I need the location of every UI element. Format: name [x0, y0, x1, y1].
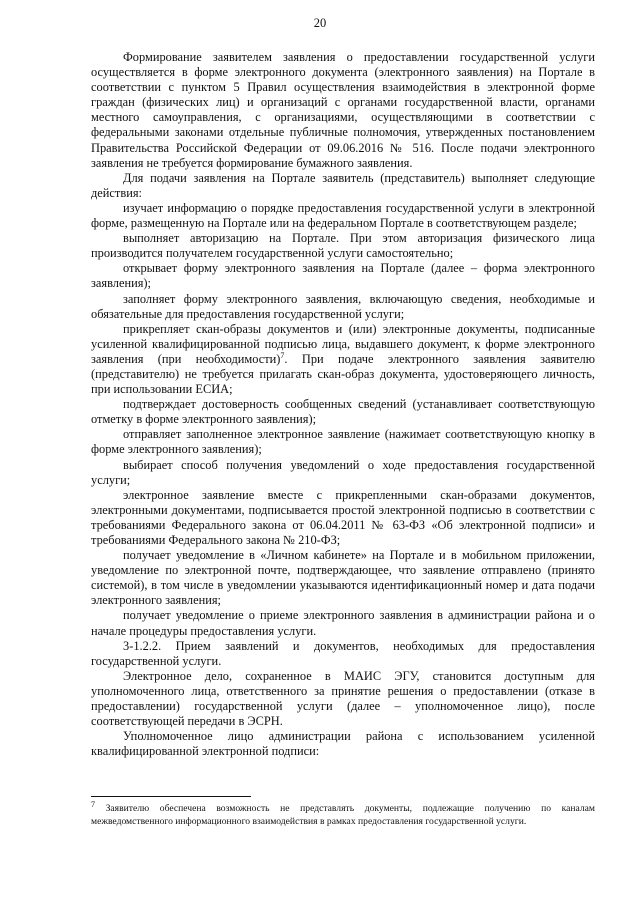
paragraph-send-application: отправляет заполненное электронное заявление (нажимает соответствующую кнопку в форме электронного заявления);	[91, 427, 595, 457]
paragraph-receive-notification: получает уведомление в «Личном кабинете» на Портале и в мобильном приложении, уведомление по электронной почте, подтверждающее, что заявление отправлено (принято системой), в том числе в уведомлении указываются идентификационный номер и дата подачи электронного заявления;	[91, 548, 595, 608]
attach-scans-text-continued: . При подаче электронного заявления заявителю (представителю) не требуется прилагать скан-образ документа, удостоверяющего личность, при использовании ЕСИА;	[91, 351, 595, 397]
paragraph-fill-form: заполняет форму электронного заявления, включающую сведения, необходимые и обязательные для предоставления государственной услуги;	[91, 291, 595, 321]
paragraph-electronic-signature: электронное заявление вместе с прикрепленными скан-образами документов, электронными документами, подписывается простой электронной подписью в соответствии с требованиями Федерального закона от 06.04.2011 № 63-ФЗ «Об электронной подписи» и требованиями Федерального закона № 210-ФЗ;	[91, 487, 595, 547]
page-number: 20	[313, 16, 327, 30]
paragraph-attach-scans	[91, 322, 595, 397]
paragraph-actions-intro: Для подачи заявления на Портале заявитель (представитель) выполняет следующие действия:	[91, 170, 595, 200]
paragraph-portal-submission: Формирование заявителем заявления о предоставлении государственной услуги осуществляется в форме электронного документа (электронного заявления) на Портале в соответствии с пунктом 5 Правил осуществления взаимодействия в электронной форме граждан (физических лиц) и организаций с органами государственной власти, органами местного самоуправления, с организациями, осуществляющими в соответствии с федеральными законами отдельные публичные полномочия, утвержденных постановлением Правительства Российской Федерации от 09.06.2016 № 516. После подачи электронного заявления не требуется формирование бумажного заявления.	[91, 50, 595, 170]
paragraph-confirm-accuracy: подтверждает достоверность сообщенных сведений (устанавливает соответствующую отметку в форме электронного заявления);	[91, 397, 595, 427]
paragraph-notification-method: выбирает способ получения уведомлений о ходе предоставления государственной услуги;	[91, 457, 595, 487]
paragraph-open-form: открывает форму электронного заявления на Портале (далее – форма электронного заявления);	[91, 261, 595, 291]
footnote-mark: 7	[91, 799, 95, 809]
attach-scans-text: прикрепляет скан-образы документов и (или) электронные документы, подписанные усиленной квалифицированной подписью лица, выдавшего документ, к форме электронного заявления (при необходимости)	[91, 321, 595, 366]
paragraph-study-information: изучает информацию о порядке предоставления государственной услуги в электронной форме, размещенную на Портале или на федеральном Портале в соответствующем разделе;	[91, 200, 595, 231]
footnote-separator	[91, 796, 251, 797]
footnote-text: Заявителю обеспечена возможность не представлять документы, подлежащие получению по каналам межведомственного информационного взаимодействия в рамках предоставления государственной услуги.	[91, 803, 595, 827]
footnote-reference: 7	[280, 350, 285, 360]
footnote	[91, 799, 595, 828]
paragraph-receipt-acknowledgement: получает уведомление о приеме электронного заявления в администрации района и о начале процедуры предоставления услуги.	[91, 608, 595, 638]
paragraph-authorized-person: Уполномоченное лицо администрации района с использованием усиленной квалифицированной электронной подписи:	[91, 729, 595, 759]
document-body	[91, 50, 595, 759]
paragraph-authorization: выполняет авторизацию на Портале. При этом авторизация физического лица производится получателем государственной услуги самостоятельно;	[91, 231, 595, 261]
paragraph-electronic-case: Электронное дело, сохраненное в МАИС ЭГУ, становится доступным для уполномоченного лица, ответственного за принятие решения о предоставлении (отказе в предоставлении) государственной услуги (далее – уполномоченное лицо), после соответствующей передачи в ЭСРН.	[91, 668, 595, 729]
section-heading-3-1-2-2: 3-1.2.2. Прием заявлений и документов, необходимых для предоставления государственной услуги.	[91, 638, 595, 668]
